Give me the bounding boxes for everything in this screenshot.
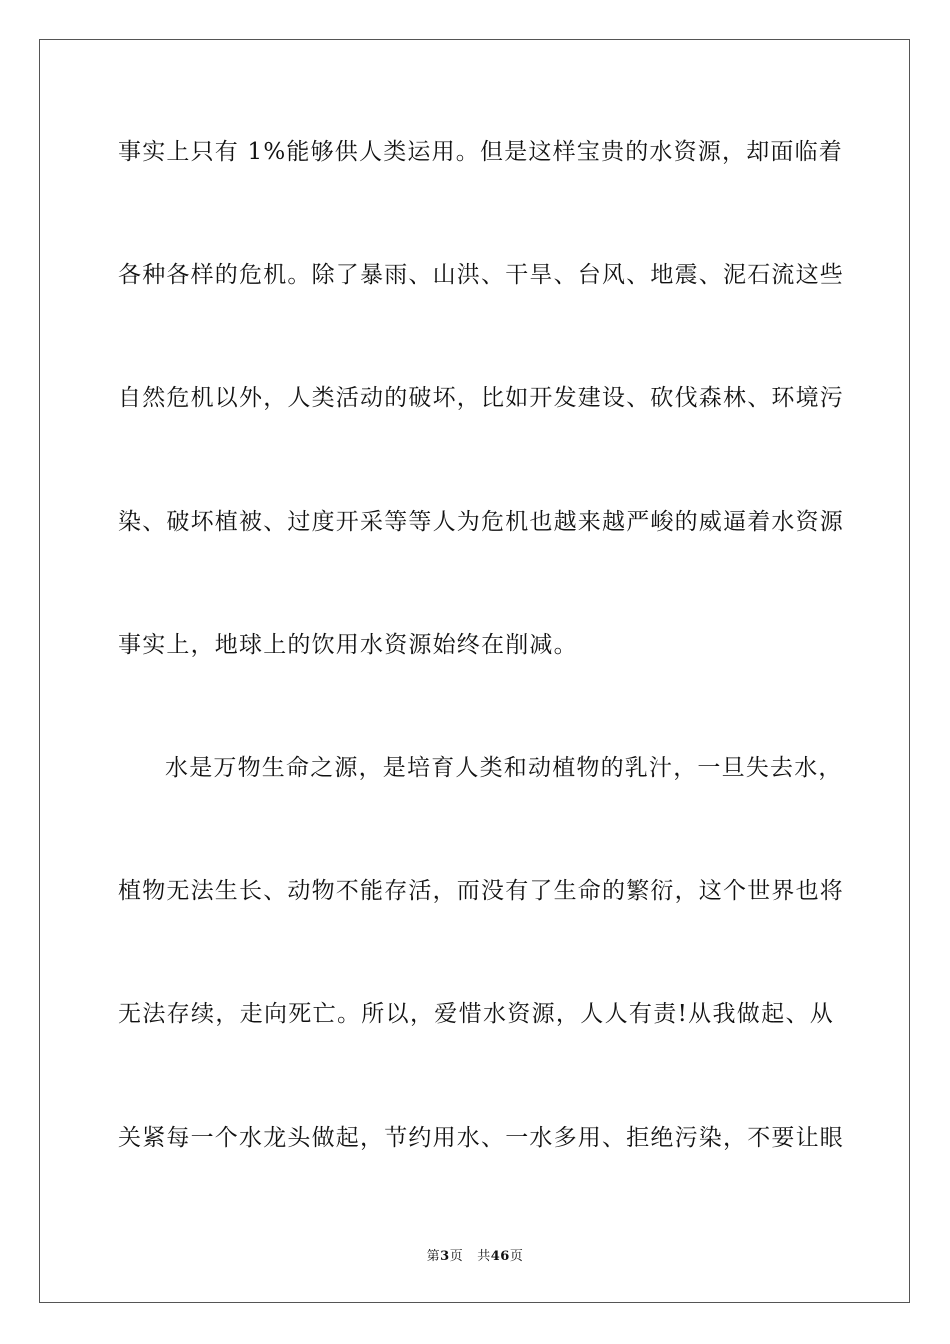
body-text-line-2: 各种各样的危机。除了暴雨、山洪、干旱、台风、地震、泥石流这些 <box>118 262 844 288</box>
body-text-line-4: 染、破坏植被、过度开采等等人为危机也越来越严峻的威逼着水资源 <box>118 509 844 535</box>
body-text-line-1: 事实上只有 1%能够供人类运用。但是这样宝贵的水资源，却面临着 <box>118 139 843 165</box>
total-suffix: 页 <box>509 1249 524 1264</box>
body-text-line-8: 无法存续，走向死亡。所以，爱惜水资源，人人有责!从我做起、从 <box>118 1001 834 1027</box>
body-text-line-3: 自然危机以外，人类活动的破坏，比如开发建设、砍伐森林、环境污 <box>118 385 844 411</box>
page-number: 3 <box>440 1249 450 1264</box>
body-text-line-5: 事实上，地球上的饮用水资源始终在削减。 <box>118 632 578 658</box>
page-footer <box>0 1248 950 1266</box>
body-text-line-9: 关紧每一个水龙头做起，节约用水、一水多用、拒绝污染，不要让眼 <box>118 1125 844 1151</box>
total-pages: 46 <box>490 1249 510 1264</box>
body-text-line-7: 植物无法生长、动物不能存活，而没有了生命的繁衍，这个世界也将 <box>118 878 844 904</box>
page-prefix: 第 <box>426 1249 441 1264</box>
body-text-line-6: 水是万物生命之源，是培育人类和动植物的乳汁，一旦失去水， <box>165 755 843 781</box>
page-suffix: 页 <box>449 1249 464 1264</box>
page-border <box>39 39 910 1303</box>
total-prefix: 共 <box>477 1249 491 1264</box>
